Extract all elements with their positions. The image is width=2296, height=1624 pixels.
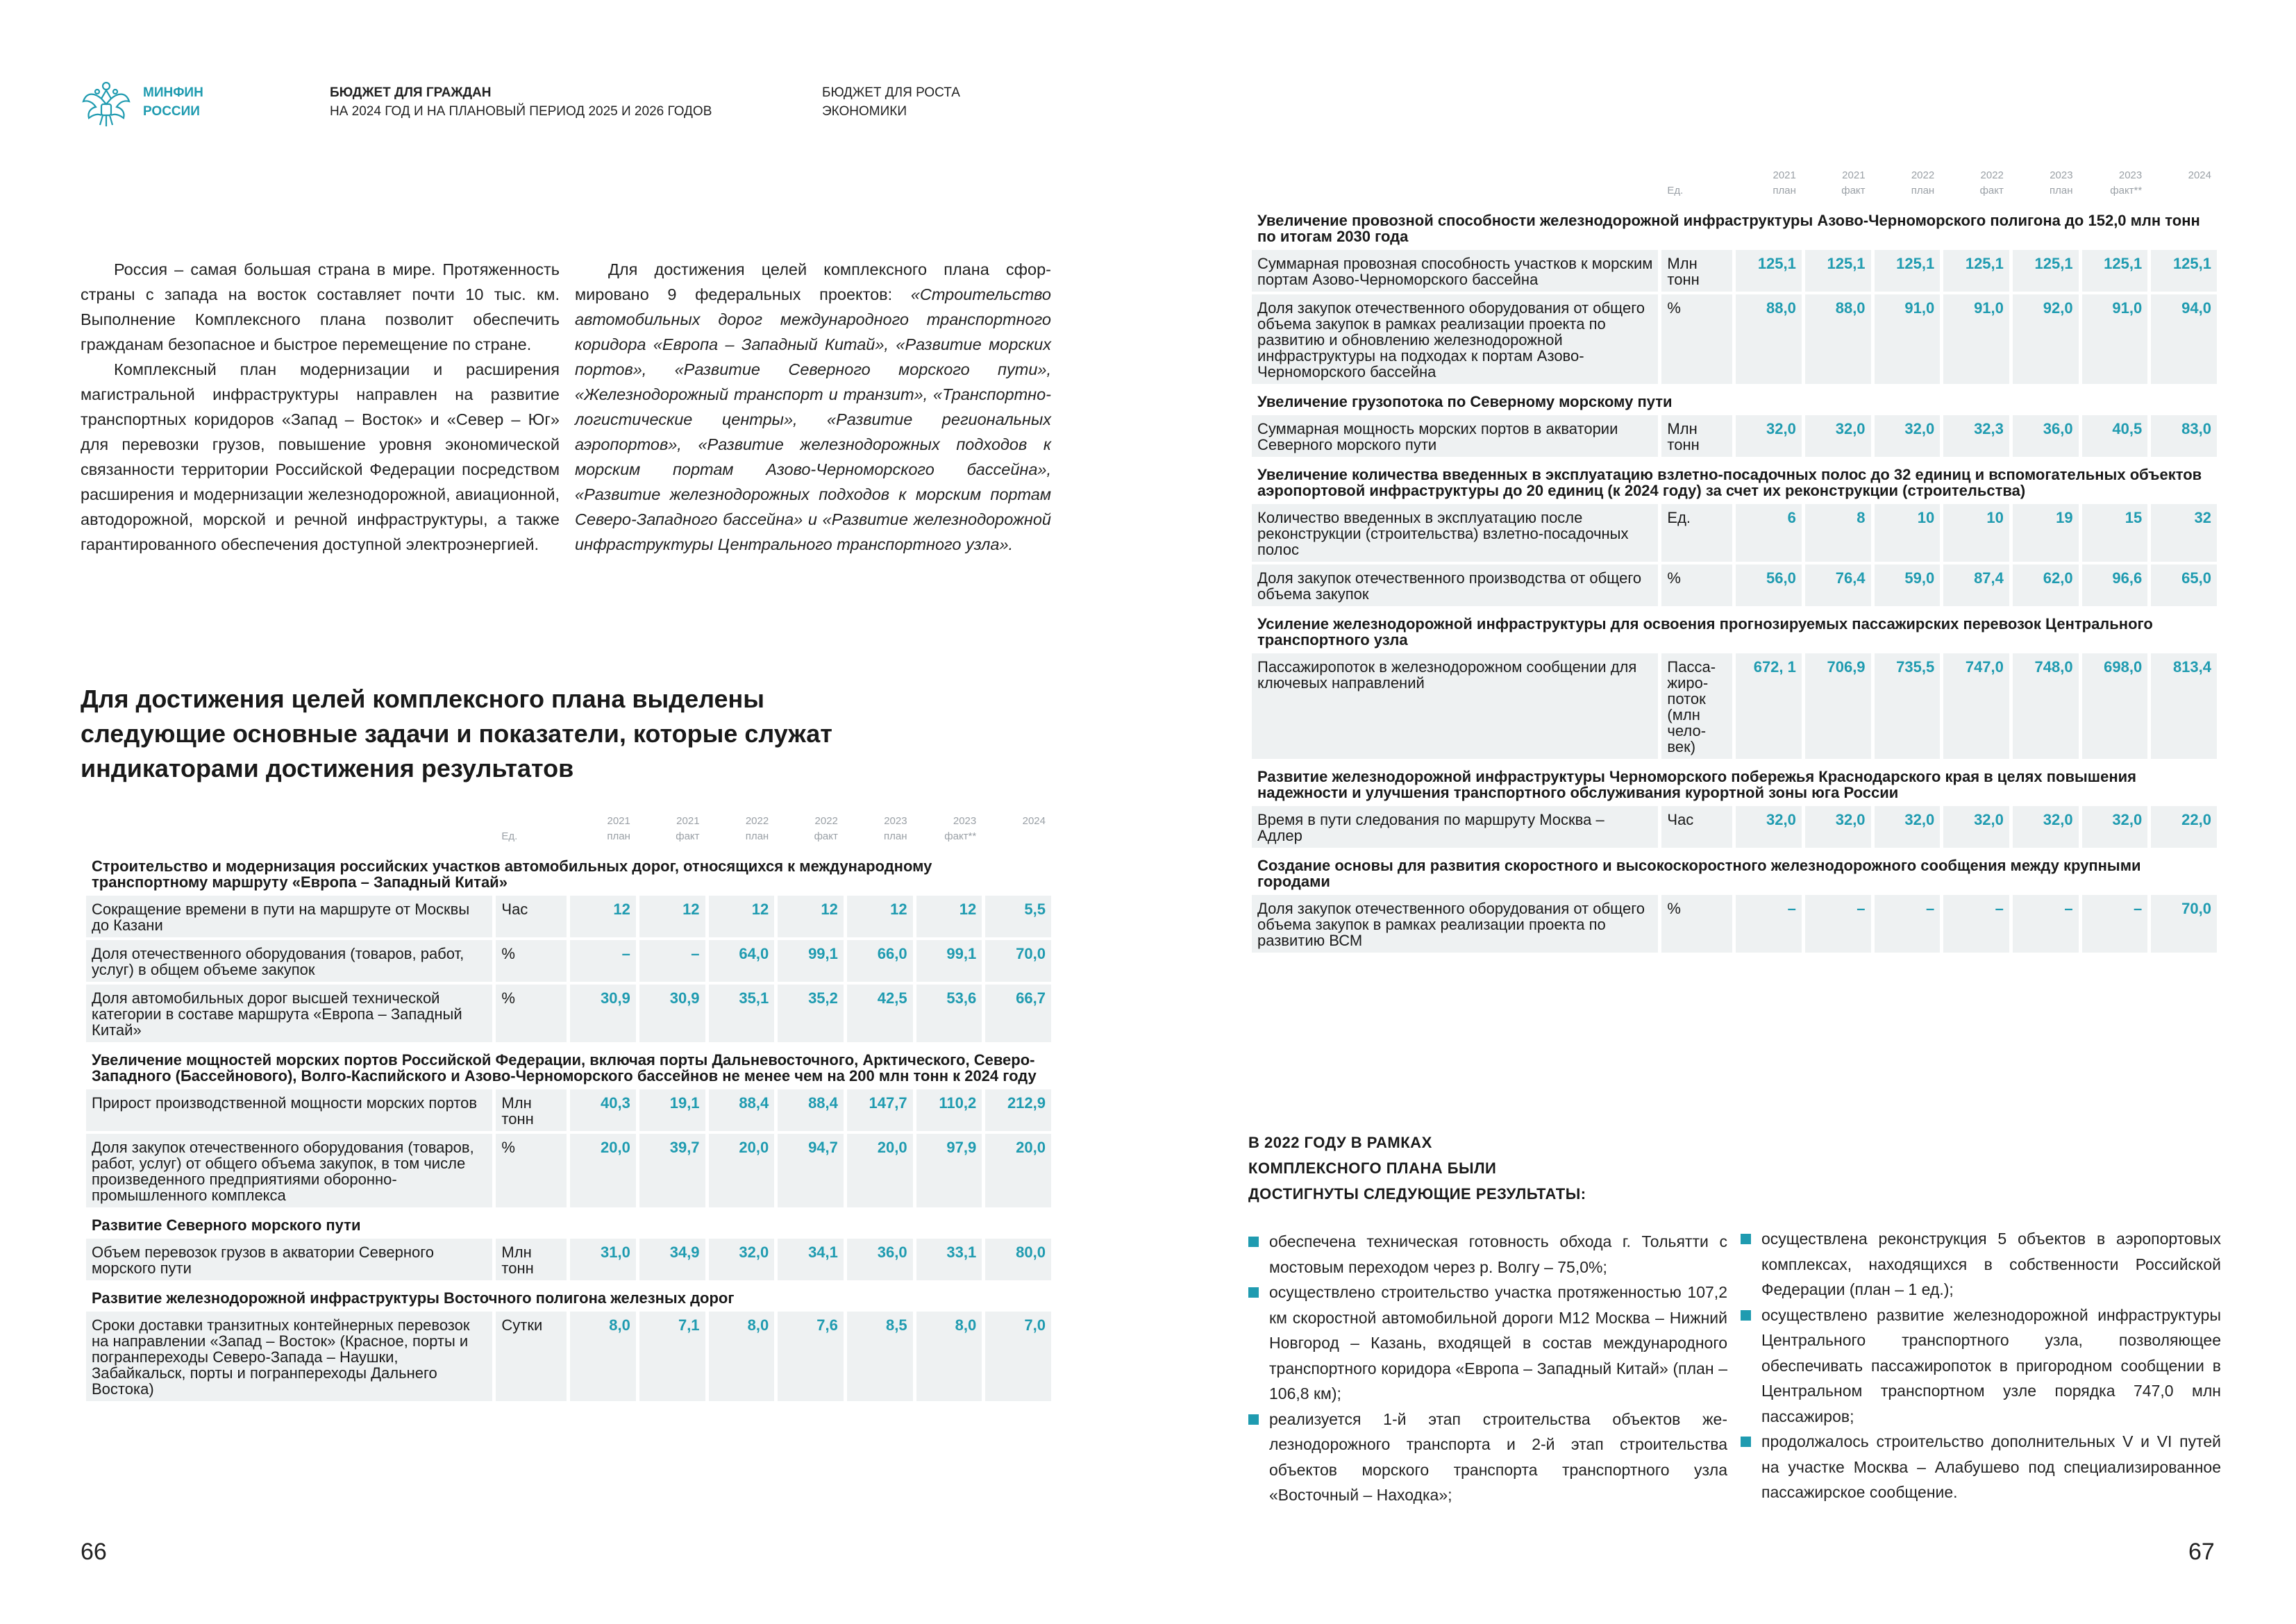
indicator-name: Доля закупок отечественного оборудования от общего объема закупок в рамках реализации проекта по развитию и обновлению железнодорожной инфраструктуры на подходах к портам Азово-Черноморского бассейна: [1252, 294, 1658, 384]
indicator-value: 42,5: [847, 985, 913, 1042]
indicator-value: 91,0: [2082, 294, 2148, 384]
group-title: Увеличение грузопотока по Северному морскому пути: [1257, 393, 1673, 410]
header-kind: план: [1773, 185, 1796, 196]
indicator-unit: Млн тонн: [1661, 250, 1732, 292]
indicator-value: 96,6: [2082, 564, 2148, 606]
header-kind: факт: [1979, 185, 2004, 196]
indicator-value: 12: [847, 896, 913, 937]
indicator-value: 125,1: [2151, 250, 2217, 292]
indicator-value: 12: [778, 896, 844, 937]
group-row: [1252, 851, 2217, 892]
square-bullet-icon: [1248, 1287, 1259, 1298]
indicator-value: 91,0: [1875, 294, 1941, 384]
indicator-name: Пассажиропоток в железнодорожном сообщении для ключевых направлений: [1252, 653, 1658, 759]
projects-list: «Строительство автомобильных дорог международного транспортного коридора «Европа – Западный Китай», «Развитие морских портов», «Развитие Северного морского пути», «Железнодорожный транспорт и транзит», «Транспортно-логистические центры», «Развитие региональных аэропортов», «Развитие железнодорожных подходов к морским портам Азово-Черноморского бассейна», «Развитие железнодорожных подходов к морским портам Северо-Западного бассейна» и «Развитие железнодорожной инфраструктуры Центрального транспортного узла».: [575, 285, 1051, 553]
header-col-2023-5: [2082, 168, 2148, 203]
indicator-value: –: [2013, 895, 2079, 953]
indicator-value: 20,0: [709, 1134, 775, 1207]
indicator-row: [86, 1134, 1051, 1207]
header-col-2024: [2151, 168, 2217, 203]
header-year: 2021: [1773, 169, 1796, 181]
indicator-value: 125,1: [2082, 250, 2148, 292]
indicator-value: 10: [1875, 504, 1941, 562]
group-row: [1252, 460, 2217, 501]
indicator-value: 32,0: [1736, 806, 1802, 848]
header-spacer: [1252, 168, 1658, 203]
indicators-table-right: [1248, 165, 2220, 955]
header-year: 2022: [814, 815, 838, 827]
result-item: [1741, 1226, 2221, 1303]
indicator-value: 32,0: [1875, 806, 1941, 848]
indicator-value: 53,6: [916, 985, 982, 1042]
header-kind: план: [2050, 185, 2073, 196]
indicator-value: 99,1: [778, 940, 844, 982]
indicator-name: Суммарная мощность морских портов в акватории Северного морского пути: [1252, 415, 1658, 457]
indicator-value: 36,0: [847, 1239, 913, 1280]
indicator-value: 59,0: [1875, 564, 1941, 606]
indicator-value: 15: [2082, 504, 2148, 562]
indicator-value: 40,5: [2082, 415, 2148, 457]
header-kind: [2156, 183, 2211, 199]
indicator-value: 94,0: [2151, 294, 2217, 384]
header-col-2021-0: [570, 814, 636, 848]
header-kind: факт: [676, 830, 700, 842]
indicator-value: 32,0: [2082, 806, 2148, 848]
indicator-value: 32,0: [1736, 415, 1802, 457]
results-list-1: [1248, 1229, 1727, 1508]
indicator-row: [1252, 504, 2217, 562]
indicator-value: 83,0: [2151, 415, 2217, 457]
header-kind: факт**: [944, 830, 977, 842]
indicator-row: [86, 896, 1051, 937]
indicator-unit: %: [496, 940, 567, 982]
indicator-row: [86, 1239, 1051, 1280]
intro-column-1: [81, 257, 560, 557]
group-title: Развитие железнодорожной инфраструктуры Восточного полигона железных дорог: [92, 1289, 735, 1307]
indicator-row: [86, 985, 1051, 1042]
result-text: осуществлено развитие железнодорожной инфраструктуры Центрального транспортного узла, позволяющее обеспечивать пассажиропоток в пригородном сообщении в Центральном транспортном узле порядка 747,0 млн пассажиров;: [1761, 1305, 2221, 1425]
indicator-unit: Ед.: [1661, 504, 1732, 562]
indicator-value: –: [1805, 895, 1871, 953]
indicator-value: 87,4: [1943, 564, 2009, 606]
indicator-row: [1252, 250, 2217, 292]
group-row: [86, 1283, 1051, 1309]
results-list-2: [1741, 1226, 2221, 1505]
indicator-value: 88,4: [778, 1089, 844, 1131]
indicator-name: Сокращение времени в пути на маршруте от Москвы до Казани: [86, 896, 492, 937]
indicator-unit: %: [1661, 294, 1732, 384]
section-title: [822, 83, 960, 121]
emblem-icon: [81, 78, 132, 129]
indicator-value: 147,7: [847, 1089, 913, 1131]
group-row: [1252, 762, 2217, 803]
indicator-value: 8,0: [570, 1312, 636, 1401]
indicator-value: 125,1: [1805, 250, 1871, 292]
header-kind: план: [1911, 185, 1935, 196]
indicator-unit: %: [1661, 895, 1732, 953]
page-number-left: 66: [81, 1539, 107, 1565]
result-text: продолжалось строительство дополнительных V и VI путей на участке Москва – Алабушево под специализированное пассажирское сообщение.: [1761, 1432, 2221, 1501]
indicator-name: Объем перевозок грузов в акватории Северного морского пути: [86, 1239, 492, 1280]
indicator-name: Доля автомобильных дорог высшей технической категории в составе маршрута «Европа – Западный Китай»: [86, 985, 492, 1042]
result-item: [1248, 1407, 1727, 1508]
group-title: Увеличение провозной способности железнодорожной инфраструктуры Азово-Черноморского полигона до 152,0 млн тонн по итогам 2030 года: [1257, 212, 2200, 245]
indicator-row: [1252, 895, 2217, 953]
indicator-row: [1252, 294, 2217, 384]
indicator-unit: Млн тонн: [496, 1089, 567, 1131]
indicator-row: [1252, 564, 2217, 606]
indicator-value: 747,0: [1943, 653, 2009, 759]
indicator-row: [1252, 653, 2217, 759]
doc-title-line1: БЮДЖЕТ ДЛЯ ГРАЖДАН: [330, 85, 492, 100]
indicators-table-left: [83, 811, 1055, 1404]
header-year: 2024: [2188, 169, 2211, 181]
indicator-value: 88,0: [1736, 294, 1802, 384]
indicator-value: 34,9: [639, 1239, 705, 1280]
indicator-name: Время в пути следования по маршруту Москва – Адлер: [1252, 806, 1658, 848]
indicator-value: 76,4: [1805, 564, 1871, 606]
indicator-value: 8,5: [847, 1312, 913, 1401]
indicator-value: 20,0: [570, 1134, 636, 1207]
header-col-2022-3: [1943, 168, 2009, 203]
indicator-value: 698,0: [2082, 653, 2148, 759]
result-text: реализуется 1-й этап строительства объектов железнодорожного транспорта и 2-й этап строительства объектов морского транспорта транспортного узла «Восточный – Находка»;: [1269, 1409, 1727, 1504]
indicator-name: Доля закупок отечественного оборудования от общего объема закупок в рамках реализации проекта по развитию ВСМ: [1252, 895, 1658, 953]
results-title-line2: КОМПЛЕКСНОГО ПЛАНА БЫЛИ: [1248, 1160, 1497, 1177]
indicator-value: 125,1: [1736, 250, 1802, 292]
indicator-value: –: [1943, 895, 2009, 953]
table-header-row: [86, 814, 1051, 848]
indicator-value: 70,0: [985, 940, 1051, 982]
header-col-2022-2: [709, 814, 775, 848]
indicator-value: 40,3: [570, 1089, 636, 1131]
result-text: осуществлена реконструкция 5 объектов в аэропортовых комплексах, находящихся в собственности Российской Федерации (план – 1 ед.);: [1761, 1230, 2221, 1298]
indicator-value: 30,9: [639, 985, 705, 1042]
group-row: [1252, 387, 2217, 412]
square-bullet-icon: [1741, 1437, 1751, 1447]
result-item: [1741, 1429, 2221, 1505]
header-kind: [991, 829, 1046, 844]
result-item: [1248, 1280, 1727, 1407]
org-name: [143, 83, 203, 121]
indicator-value: 8: [1805, 504, 1871, 562]
result-text: обеспечена техническая готовность обхода г. Тольятти с мостовым переходом через р. Волгу – 75,0%;: [1269, 1232, 1727, 1276]
header-col-2023-4: [847, 814, 913, 848]
indicator-value: 19: [2013, 504, 2079, 562]
indicator-value: 32,0: [1805, 806, 1871, 848]
indicator-value: 22,0: [2151, 806, 2217, 848]
section-title-line1: БЮДЖЕТ ДЛЯ РОСТА: [822, 85, 960, 100]
indicator-name: Сроки доставки транзитных контейнерных перевозок на направлении «Запад – Восток» (Красное, порты и погранпереходы Северо-Запада – Наушки, Забайкальск, порты и погранпереходы Дальнего Востока): [86, 1312, 492, 1401]
result-item: [1248, 1229, 1727, 1280]
indicator-value: –: [2082, 895, 2148, 953]
indicator-value: 8,0: [709, 1312, 775, 1401]
indicator-value: 10: [1943, 504, 2009, 562]
header-col-2021-0: [1736, 168, 1802, 203]
indicator-value: 125,1: [2013, 250, 2079, 292]
group-row: [1252, 609, 2217, 651]
header-kind: факт**: [2110, 185, 2143, 196]
indicator-value: 56,0: [1736, 564, 1802, 606]
indicator-unit: Млн тонн: [496, 1239, 567, 1280]
indicator-value: 66,7: [985, 985, 1051, 1042]
header-year: 2023: [884, 815, 907, 827]
square-bullet-icon: [1248, 1414, 1259, 1425]
indicator-value: 32,0: [709, 1239, 775, 1280]
square-bullet-icon: [1741, 1234, 1751, 1244]
indicator-value: 7,6: [778, 1312, 844, 1401]
header-year: 2022: [745, 815, 769, 827]
indicator-value: 31,0: [570, 1239, 636, 1280]
group-title: Создание основы для развития скоростного и высокоскоростного железнодорожного сообщения между крупными городами: [1257, 857, 2141, 890]
indicator-name: Доля закупок отечественного оборудования (товаров, работ, услуг) от общего объема закупок, в том числе произведенного предприятиями оборонно-промышленного комплекса: [86, 1134, 492, 1207]
results-title-line3: ДОСТИГНУТЫ СЛЕДУЮЩИЕ РЕЗУЛЬТАТЫ:: [1248, 1185, 1586, 1203]
table-header-row: [1252, 168, 2217, 203]
header-col-2021-1: [1805, 168, 1871, 203]
indicator-value: 92,0: [2013, 294, 2079, 384]
indicator-value: 99,1: [916, 940, 982, 982]
indicator-value: 32,0: [1875, 415, 1941, 457]
indicator-value: 125,1: [1943, 250, 2009, 292]
result-item: [1741, 1303, 2221, 1430]
indicator-value: 94,7: [778, 1134, 844, 1207]
header-col-2024: [985, 814, 1051, 848]
indicator-value: 32,0: [2013, 806, 2079, 848]
group-title: Усиление железнодорожной инфраструктуры для освоения прогнозируемых пассажирских перевозок Центрального транспортного узла: [1257, 615, 2153, 648]
indicator-value: 70,0: [2151, 895, 2217, 953]
intro-column-2: [575, 257, 1051, 557]
results-title-line1: В 2022 ГОДУ В РАМКАХ: [1248, 1134, 1432, 1151]
group-row: [86, 1045, 1051, 1087]
group-row: [1252, 206, 2217, 247]
header-year: 2021: [1842, 169, 1866, 181]
indicator-value: 7,1: [639, 1312, 705, 1401]
indicator-value: 12: [639, 896, 705, 937]
doc-title: [330, 83, 712, 121]
indicator-row: [1252, 415, 2217, 457]
indicator-row: [1252, 806, 2217, 848]
header-year: 2021: [676, 815, 700, 827]
indicator-row: [86, 940, 1051, 982]
indicator-value: 36,0: [2013, 415, 2079, 457]
indicator-value: –: [1875, 895, 1941, 953]
square-bullet-icon: [1741, 1310, 1751, 1321]
indicator-value: 8,0: [916, 1312, 982, 1401]
intro-paragraph-1: Россия – самая большая страна в мире. Протяженность страны с запада на восток составляет почти 10 тыс. км. Выполнение Комплексного плана позволит обеспечить гражданам безопасное и быстрое перемещение по стране.: [81, 260, 560, 353]
indicator-value: 672, 1: [1736, 653, 1802, 759]
indicator-value: 35,1: [709, 985, 775, 1042]
indicator-value: –: [570, 940, 636, 982]
indicator-name: Суммарная провозная способность участков к морским портам Азово-Черноморского бассейна: [1252, 250, 1658, 292]
group-row: [86, 1210, 1051, 1236]
indicator-name: Прирост производственной мощности морских портов: [86, 1089, 492, 1131]
header-year: 2023: [953, 815, 977, 827]
header-col-2022-2: [1875, 168, 1941, 203]
header-year: 2021: [607, 815, 630, 827]
header-year: 2023: [2118, 169, 2143, 181]
indicator-name: Доля отечественного оборудования (товаров, работ, услуг) в общем объеме закупок: [86, 940, 492, 982]
indicator-value: 65,0: [2151, 564, 2217, 606]
header-unit: Ед.: [501, 830, 518, 842]
indicator-value: 80,0: [985, 1239, 1051, 1280]
indicator-value: 33,1: [916, 1239, 982, 1280]
group-title: Строительство и модернизация российских участков автомобильных дорог, относящихся к международному транспортному маршруту «Европа – Западный Китай»: [92, 857, 932, 891]
header-year: 2023: [2050, 169, 2073, 181]
indicator-value: 748,0: [2013, 653, 2079, 759]
indicator-value: 62,0: [2013, 564, 2079, 606]
indicator-unit: Пасса-жиро-поток (млн чело-век): [1661, 653, 1732, 759]
indicator-value: 32,0: [1943, 806, 2009, 848]
indicator-value: 64,0: [709, 940, 775, 982]
indicator-value: –: [639, 940, 705, 982]
projects-intro: Для достижения целей комплексного плана сформировано 9 федеральных проектов:: [575, 260, 1051, 303]
indicator-value: 813,4: [2151, 653, 2217, 759]
group-title: Увеличение мощностей морских портов Российской Федерации, включая порты Дальневосточного, Арктического, Северо-Западного (Бассейнового), Волго-Каспийского и Азово-Черноморского бассейнов не менее чем на 200 млн тонн к 2024 году: [92, 1051, 1037, 1085]
indicator-value: 20,0: [985, 1134, 1051, 1207]
indicator-value: 88,0: [1805, 294, 1871, 384]
indicator-value: 6: [1736, 504, 1802, 562]
section-title-line2: ЭКОНОМИКИ: [822, 104, 907, 119]
indicator-name: Доля закупок отечественного производства от общего объема закупок: [1252, 564, 1658, 606]
indicator-row: [86, 1089, 1051, 1131]
indicator-unit: %: [496, 985, 567, 1042]
indicator-row: [86, 1312, 1051, 1401]
indicator-value: 35,2: [778, 985, 844, 1042]
group-title: Развитие железнодорожной инфраструктуры Черноморского побережья Краснодарского края в целях повышения надежности и улучшения транспортного обслуживания курортной зоны юга России: [1257, 768, 2136, 801]
group-title: Развитие Северного морского пути: [92, 1216, 361, 1234]
group-row: [86, 851, 1051, 893]
indicator-value: 66,0: [847, 940, 913, 982]
indicator-unit: %: [1661, 564, 1732, 606]
indicator-value: 39,7: [639, 1134, 705, 1207]
indicator-unit: Млн тонн: [1661, 415, 1732, 457]
indicator-value: 97,9: [916, 1134, 982, 1207]
indicator-unit: Час: [1661, 806, 1732, 848]
header-year: 2024: [1022, 815, 1046, 827]
org-line2: РОССИИ: [143, 104, 200, 119]
indicator-value: 110,2: [916, 1089, 982, 1131]
page-number-right: 67: [2188, 1539, 2215, 1565]
indicator-value: 34,1: [778, 1239, 844, 1280]
header-kind: факт: [814, 830, 838, 842]
result-text: осуществлено строительство участка протяженностью 107,2 км скоростной автомобильной дороги М12 Москва – Нижний Новгород – Казань, входящей в состав международного транспортного коридора «Европа – Западный Китай» (план – 106,8 км);: [1269, 1283, 1727, 1403]
indicator-value: 7,0: [985, 1312, 1051, 1401]
indicator-name: Количество введенных в эксплуатацию после реконструкции (строительства) взлетно-посадочных полос: [1252, 504, 1658, 562]
indicator-value: 91,0: [1943, 294, 2009, 384]
header-col-2023-5: [916, 814, 982, 848]
indicator-value: 5,5: [985, 896, 1051, 937]
indicator-unit: Сутки: [496, 1312, 567, 1401]
indicator-value: 735,5: [1875, 653, 1941, 759]
header-kind: факт: [1841, 185, 1866, 196]
indicator-value: 32: [2151, 504, 2217, 562]
header-col-2022-3: [778, 814, 844, 848]
section-heading: Для достижения целей комплексного плана выделены следующие основные задачи и показатели, которые служат индикаторами достижения результатов: [81, 685, 832, 782]
indicator-value: 19,1: [639, 1089, 705, 1131]
indicator-value: 12: [570, 896, 636, 937]
indicator-value: 20,0: [847, 1134, 913, 1207]
indicator-value: 125,1: [1875, 250, 1941, 292]
indicator-unit: %: [496, 1134, 567, 1207]
indicator-value: 30,9: [570, 985, 636, 1042]
org-line1: МИНФИН: [143, 85, 203, 100]
header-col-2021-1: [639, 814, 705, 848]
indicator-value: 12: [916, 896, 982, 937]
header-kind: план: [607, 830, 630, 842]
group-title: Увеличение количества введенных в эксплуатацию взлетно-посадочных полос до 32 единиц и вспомогательных объектов аэропортовой инфраструктуры до 20 единиц (к 2024 году) за счет их реконструкции (строительства): [1257, 466, 2202, 499]
header-year: 2022: [1911, 169, 1935, 181]
square-bullet-icon: [1248, 1237, 1259, 1247]
header-kind: план: [884, 830, 907, 842]
indicator-value: 706,9: [1805, 653, 1871, 759]
indicator-value: 12: [709, 896, 775, 937]
indicator-value: –: [1736, 895, 1802, 953]
header-col-2023-4: [2013, 168, 2079, 203]
intro-paragraph-2: Комплексный план модернизации и расширения магистральной инфраструктуры направлен на развитие транспортных коридоров «Запад – Восток» и «Север – Юг» для перевозки грузов, повышение уровня экономической связанности территории Российской Федерации посредством расширения и модернизации железнодорожной, авиационной, автодорожной, морской и речной инфраструктуры, а также гарантированного обеспечения доступной электроэнергией.: [81, 360, 560, 553]
header-unit: Ед.: [1667, 185, 1684, 196]
indicator-value: 32,0: [1805, 415, 1871, 457]
indicator-value: 32,3: [1943, 415, 2009, 457]
header-year: 2022: [1980, 169, 2004, 181]
indicator-unit: Час: [496, 896, 567, 937]
doc-title-line2: НА 2024 ГОД И НА ПЛАНОВЫЙ ПЕРИОД 2025 И 2026 ГОДОВ: [330, 104, 712, 119]
results-title: [1248, 1130, 1586, 1207]
indicator-value: 88,4: [709, 1089, 775, 1131]
header-spacer: [86, 814, 492, 848]
header-kind: план: [745, 830, 769, 842]
indicator-value: 212,9: [985, 1089, 1051, 1131]
